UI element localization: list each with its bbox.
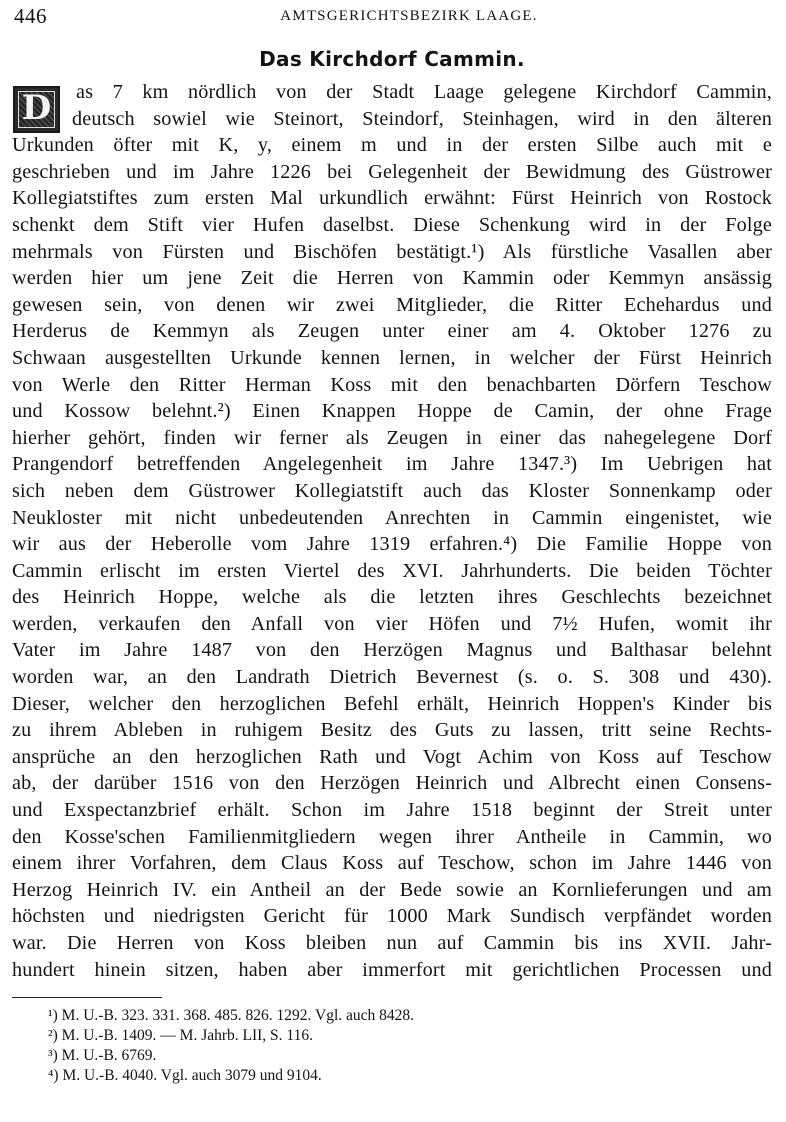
text-line: des Heinrich Hoppe, welche als die letzten ihres Geschlechts bezeichnet (12, 586, 772, 609)
section-title: Das Kirchdorf Cammin. (259, 47, 525, 71)
footnote-rule (12, 997, 162, 998)
text-line: sich neben dem Güstrower Kollegiatstift auch das Kloster Sonnenkamp oder (12, 479, 772, 502)
text-line: schenkt dem Stift vier Hufen daselbst. Diese Schenkung wird in der Folge (12, 213, 772, 236)
text-line: hundert hinein sitzen, haben aber immerfort mit gerichtlichen Processen und (12, 958, 772, 981)
text-line: höchsten und niedrigsten Gericht für 1000 Mark Sundisch verpfändet worden (12, 905, 772, 928)
page-number: 446 (14, 4, 47, 28)
text-line: wir aus der Heberolle vom Jahre 1319 erfahren.⁴) Die Familie Hoppe von (12, 533, 772, 556)
text-line: den Kosse'schen Familienmitgliedern wegen ihrer Antheile in Cammin, wo (12, 825, 772, 848)
text-line: geschrieben und im Jahre 1226 bei Gelegenheit der Bewidmung des Güstrower (12, 160, 772, 183)
text-line: Vater im Jahre 1487 von den Herzögen Magnus und Balthasar belehnt (12, 639, 772, 662)
text-line: einem ihrer Vorfahren, dem Claus Koss auf Teschow, schon im Jahre 1446 von (12, 852, 772, 875)
text-line: Neukloster mit nicht unbedeutenden Anrechten in Cammin eingenistet, wie (12, 506, 772, 529)
drop-cap-initial (13, 86, 60, 133)
text-line: ab, der darüber 1516 von den Herzögen Heinrich und Albrecht einen Consens- (12, 772, 772, 795)
text-line: Herzog Heinrich IV. ein Antheil an der Bede sowie an Kornlieferungen und am (12, 878, 772, 901)
text-line: Dieser, welcher den herzoglichen Befehl erhält, Heinrich Hoppen's Kinder bis (12, 692, 772, 715)
text-line: Urkunden öfter mit K, y, einem m und in der ersten Silbe auch mit e (12, 134, 772, 157)
text-line: worden war, an den Landrath Dietrich Bevernest (s. o. S. 308 und 430). (12, 666, 772, 689)
text-line: Cammin erlischt im ersten Viertel des XVI. Jahrhunderts. Die beiden Töchter (12, 559, 772, 582)
footnote: ³) M. U.-B. 6769. (48, 1047, 157, 1065)
text-line: und Kossow belehnt.²) Einen Knappen Hoppe de Camin, der ohne Frage (12, 400, 772, 423)
text-line: deutsch sowiel wie Steinort, Steindorf, Steinhagen, wird in den älteren (72, 107, 772, 130)
text-line: war. Die Herren von Koss bleiben nun auf Cammin bis ins XVII. Jahr- (12, 932, 772, 954)
book-page (12, 4, 772, 1086)
text-line: ansprüche an den herzoglichen Rath und Vogt Achim von Koss auf Teschow (12, 745, 772, 768)
text-line: und Exspectanzbrief erhält. Schon im Jahre 1518 beginnt der Streit unter (12, 799, 772, 822)
footnote: ⁴) M. U.-B. 4040. Vgl. auch 3079 und 9104. (48, 1067, 322, 1085)
drop-cap-letter: D (21, 88, 52, 128)
text-line: Prangendorf betreffenden Angelegenheit im Jahre 1347.³) Im Uebrigen hat (12, 453, 772, 476)
text-line: gewesen sein, von denen wir zwei Mitglieder, die Ritter Echehardus und (12, 293, 772, 316)
text-line: werden hier um jene Zeit die Herren von Kammin oder Kemmyn ansässig (12, 267, 772, 290)
text-line: as 7 km nördlich von der Stadt Laage gelegene Kirchdorf Cammin, (76, 81, 772, 103)
text-line: Herderus de Kemmyn als Zeugen unter einer am 4. Oktober 1276 zu (12, 320, 772, 343)
text-line: mehrmals von Fürsten und Bischöfen bestätigt.¹) Als fürstliche Vasallen aber (12, 240, 772, 263)
text-line: werden, verkaufen den Anfall von vier Höfen und 7½ Hufen, womit ihr (12, 612, 772, 635)
footnote: ²) M. U.-B. 1409. — M. Jahrb. LII, S. 116. (48, 1027, 313, 1045)
body-text (12, 79, 772, 983)
footnotes (12, 1006, 772, 1086)
running-head (12, 4, 772, 30)
text-line: Kollegiatstiftes zum ersten Mal urkundlich erwähnt: Fürst Heinrich von Rostock (12, 187, 772, 210)
text-line: zu ihrem Ableben in ruhigem Besitz des Guts zu lassen, tritt seine Rechts- (12, 719, 772, 742)
text-line: von Werle den Ritter Herman Koss mit den benachbarten Dörfern Teschow (12, 373, 772, 396)
footnote: ¹) M. U.-B. 323. 331. 368. 485. 826. 1292. Vgl. auch 8428. (48, 1007, 415, 1025)
text-line: hierher gehört, finden wir ferner als Zeugen in einer das nahegelegene Dorf (12, 426, 772, 449)
text-line: Schwaan ausgestellten Urkunde kennen lernen, in welcher der Fürst Heinrich (12, 346, 772, 369)
running-title: AMTSGERICHTSBEZIRK LAAGE. (280, 8, 538, 24)
